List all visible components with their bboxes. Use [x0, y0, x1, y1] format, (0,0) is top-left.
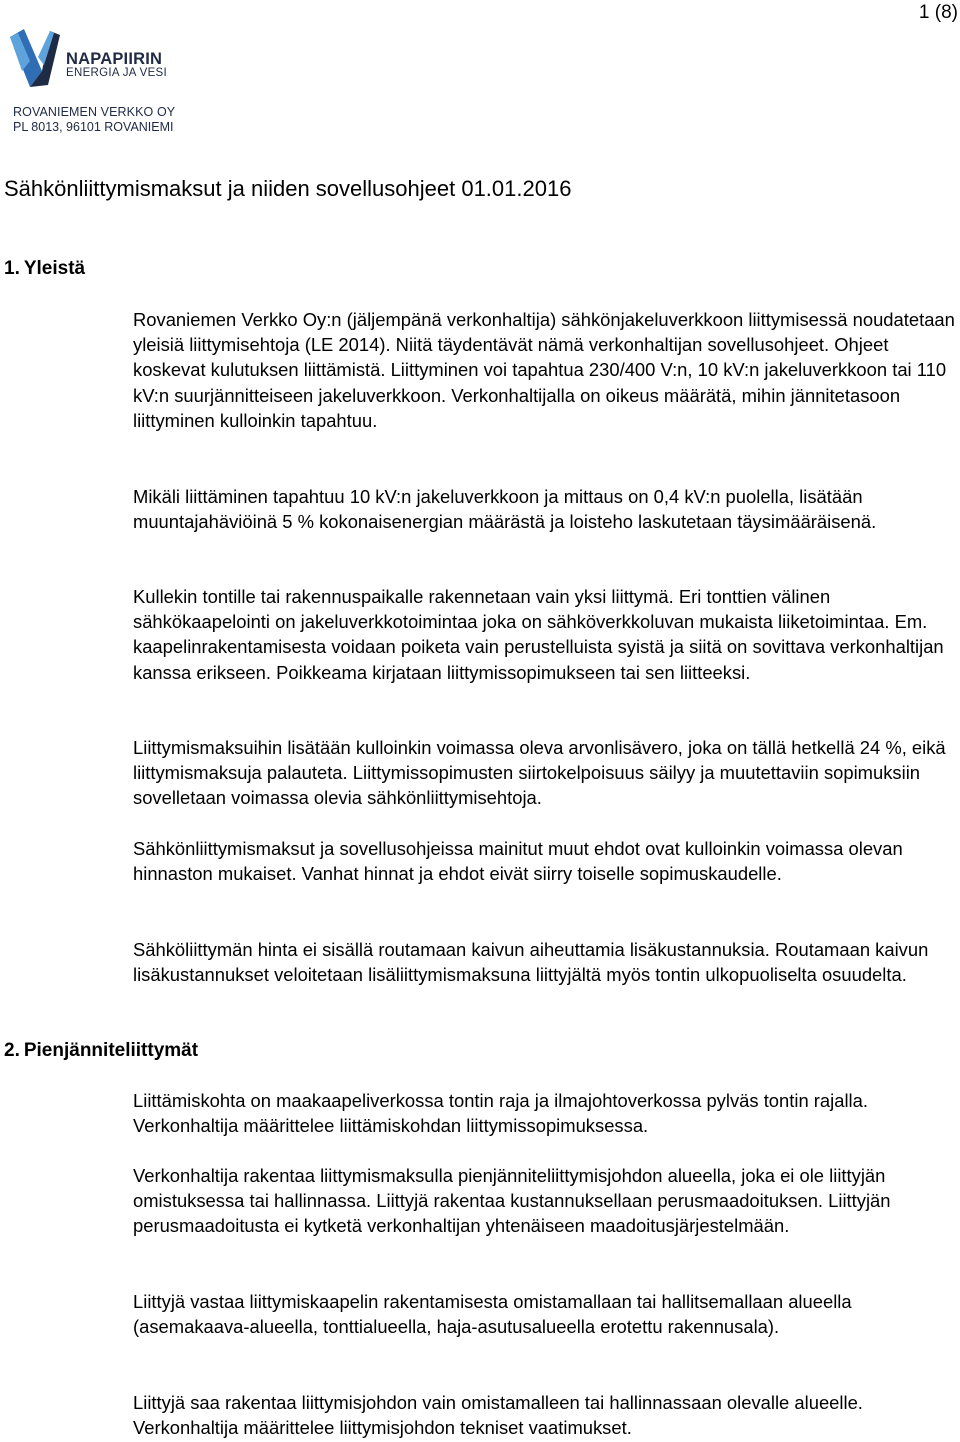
- document-title: Sähkönliittymismaksut ja niiden sovellusohjeet 01.01.2016: [4, 176, 572, 201]
- paragraph: Kullekin tontille tai rakennuspaikalle rakennetaan vain yksi liittymä. Eri tonttien välinen sähkökaapelointi on jakeluverkkotoimintaa joka on sähköverkkoluvan mukaista liiketoimintaa. Em. kaapelinrakentamisesta voidaan poiketa vain perustelluista syistä ja siitä on sovittava verkonhaltijan kanssa erikseen. Poikkeama kirjataan liittymissopimukseen tai sen liitteeksi.: [133, 586, 944, 683]
- napapiiri-logo-mark: [8, 27, 63, 89]
- paragraph: Verkonhaltija rakentaa liittymismaksulla pienjänniteliittymisjohdon alueella, joka ei ole liittyjän omistuksessa tai hallinnassa. Liittyjä rakentaa kustannuksellaan perusmaadoituksen. Liittyjän perusmaadoitusta ei kytketä verkonhaltijan yhtenäiseen maadoitusjärjestelmään.: [133, 1165, 891, 1237]
- logo-brand-text: NAPAPIIRIN: [66, 50, 163, 68]
- paragraph: Sähkönliittymismaksut ja sovellusohjeissa mainitut muut ehdot ovat kulloinkin voimassa olevan hinnaston mukaiset. Vanhat hinnat ja ehdot eivät siirry toiselle sopimuskaudelle.: [133, 838, 903, 885]
- paragraph: Mikäli liittäminen tapahtuu 10 kV:n jakeluverkkoon ja mittaus on 0,4 kV:n puolella, lisätään muuntajahäviöinä 5 % kokonaisenergian määrästä ja loisteho laskutetaan täysimääräisenä.: [133, 486, 877, 533]
- section-number: 2.: [4, 1040, 20, 1061]
- section-number: 1.: [4, 258, 20, 279]
- paragraph: Liittyjä vastaa liittymiskaapelin rakentamisesta omistamallaan tai hallitsemallaan alueella (asemakaava-alueella, tonttialueella, haja-asutusalueella erotettu rakennusala).: [133, 1291, 852, 1338]
- logo-company-name: ROVANIEMEN VERKKO OY: [13, 105, 176, 119]
- logo-address: PL 8013, 96101 ROVANIEMI: [13, 120, 174, 134]
- paragraph: Liittämiskohta on maakaapeliverkossa tontin raja ja ilmajohtoverkossa pylväs tontin rajalla. Verkonhaltija määrittelee liittämiskohdan liittymissopimuksessa.: [133, 1090, 868, 1137]
- section-heading-yleista: [4, 258, 85, 280]
- paragraph: Liittyjä saa rakentaa liittymisjohdon vain omistamalleen tai hallinnassaan olevalle alueelle. Verkonhaltija määrittelee liittymisjohdon tekniset vaatimukset.: [133, 1392, 863, 1439]
- paragraph: Rovaniemen Verkko Oy:n (jäljempänä verkonhaltija) sähkönjakeluverkkoon liittymisessä noudatetaan yleisiä liittymisehtoja (LE 2014). Niitä täydentävät nämä verkonhaltijan sovellusohjeet. Ohjeet koskevat kulutuksen liittämistä. Liittyminen voi tapahtua 230/400 V:n, 10 kV:n jakeluverkkoon tai 110 kV:n suurjännitteiseen jakeluverkkoon. Verkonhaltijalla on oikeus määrätä, mihin jännitetasoon liittyminen kulloinkin tapahtuu.: [133, 309, 955, 431]
- section-heading-label: Pienjänniteliittymät: [23, 1040, 199, 1061]
- logo-tagline: ENERGIA JA VESI: [66, 67, 168, 79]
- section-heading-label: Yleistä: [23, 258, 86, 279]
- paragraph: Liittymismaksuihin lisätään kulloinkin voimassa oleva arvonlisävero, joka on tällä hetkellä 24 %, eikä liittymismaksuja palauteta. Liittymissopimusten siirtokelpoisuus säilyy ja muutettaviin sopimuksiin sovelletaan voimassa olevia sähkönliittymisehtoja.: [133, 737, 946, 809]
- paragraph: Sähköliittymän hinta ei sisällä routamaan kaivun aiheuttamia lisäkustannuksia. Routamaan kaivun lisäkustannukset veloitetaan lisäliittymismaksuna liittyjältä myös tontin ulkopuoliselta osuudelta.: [133, 939, 929, 986]
- page-number: 1 (8): [918, 2, 958, 23]
- company-logo: [8, 27, 188, 137]
- section-heading-pienjanniteliittymat: [4, 1040, 198, 1062]
